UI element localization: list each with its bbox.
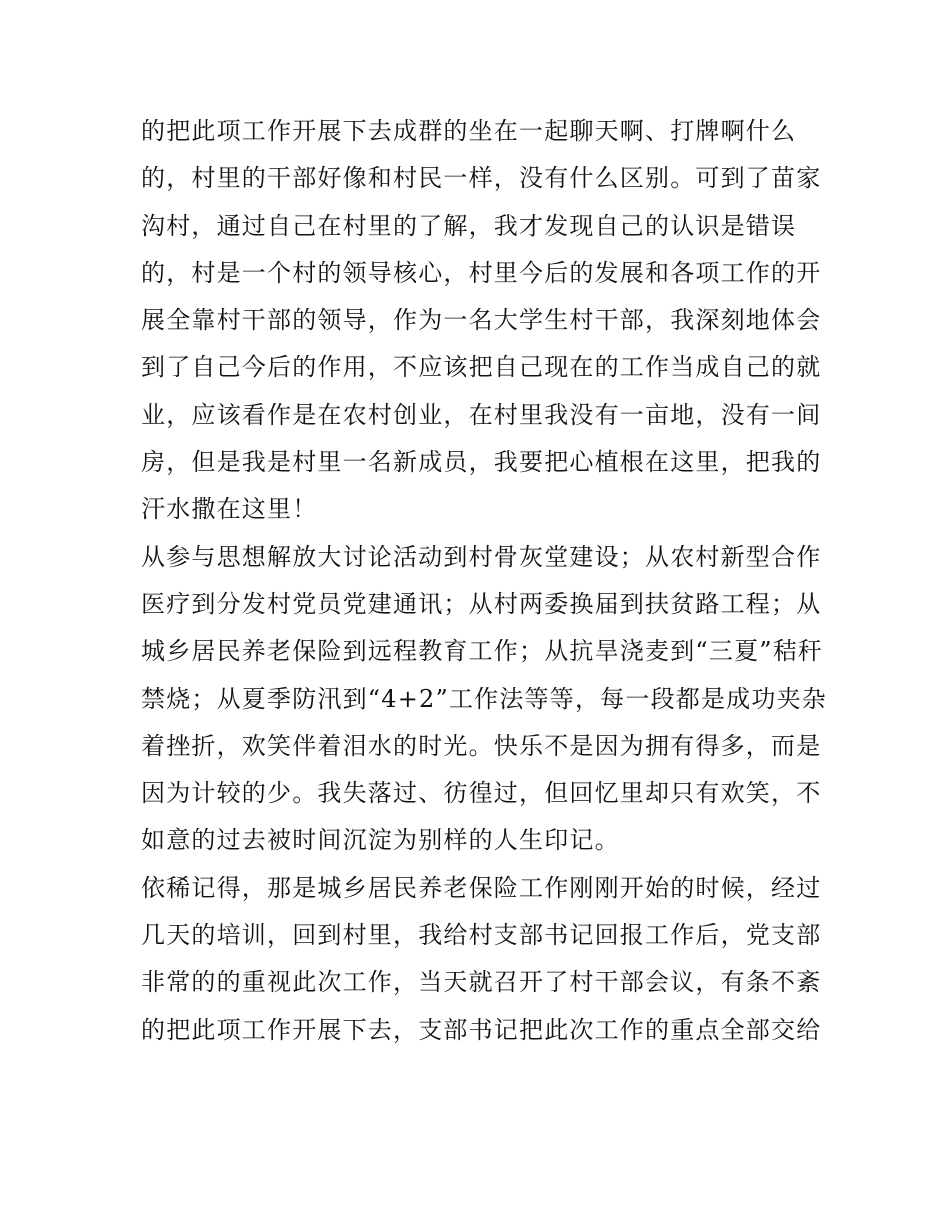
text-line: 因为计较的少。我失落过、彷徨过，但回忆里却只有欢笑，不 [141, 779, 822, 808]
text-line: 汗水撒在这里！ [141, 495, 318, 524]
text-line: 的，村里的干部好像和村民一样，没有什么区别。可到了苗家 [141, 164, 822, 193]
text-line: 展全靠村干部的领导，作为一名大学生村干部，我深刻地体会 [141, 306, 822, 335]
text-line: 非常的的重视此次工作，当天就召开了村干部会议，有条不紊 [141, 968, 822, 997]
text-line: 房，但是我是村里一名新成员，我要把心植根在这里，把我的 [141, 448, 822, 477]
text-line: 几天的培训，回到村里，我给村支部书记回报工作后，党支部 [141, 921, 822, 950]
text-line: 沟村，通过自己在村里的了解，我才发现自己的认识是错误 [141, 211, 797, 240]
body-text [141, 108, 827, 1054]
text-line: 如意的过去被时间沉淀为别样的人生印记。 [141, 826, 620, 855]
text-line: 的把此项工作开展下去，支部书记把此次工作的重点全部交给 [141, 1015, 822, 1044]
text-line: 依稀记得，那是城乡居民养老保险工作刚刚开始的时候，经过 [141, 873, 822, 902]
text-line: 医疗到分发村党员党建通讯；从村两委换届到扶贫路工程；从 [141, 589, 822, 618]
text-line: 从参与思想解放大讨论活动到村骨灰堂建设；从农村新型合作 [141, 542, 822, 571]
text-line: 的，村是一个村的领导核心，村里今后的发展和各项工作的开 [141, 258, 822, 287]
text-line: 城乡居民养老保险到远程教育工作；从抗旱浇麦到“三夏”秸秆 [141, 637, 824, 666]
text-line: 着挫折，欢笑伴着泪水的时光。快乐不是因为拥有得多，而是 [141, 731, 822, 760]
text-line: 的把此项工作开展下去成群的坐在一起聊天啊、打牌啊什么 [141, 117, 797, 145]
text-line: 禁烧；从夏季防汛到“4+2”工作法等等，每一段都是成功夹杂 [141, 684, 827, 713]
text-line: 业，应该看作是在农村创业，在村里我没有一亩地，没有一间 [141, 400, 822, 429]
text-line: 到了自己今后的作用，不应该把自己现在的工作当成自己的就 [141, 353, 822, 382]
